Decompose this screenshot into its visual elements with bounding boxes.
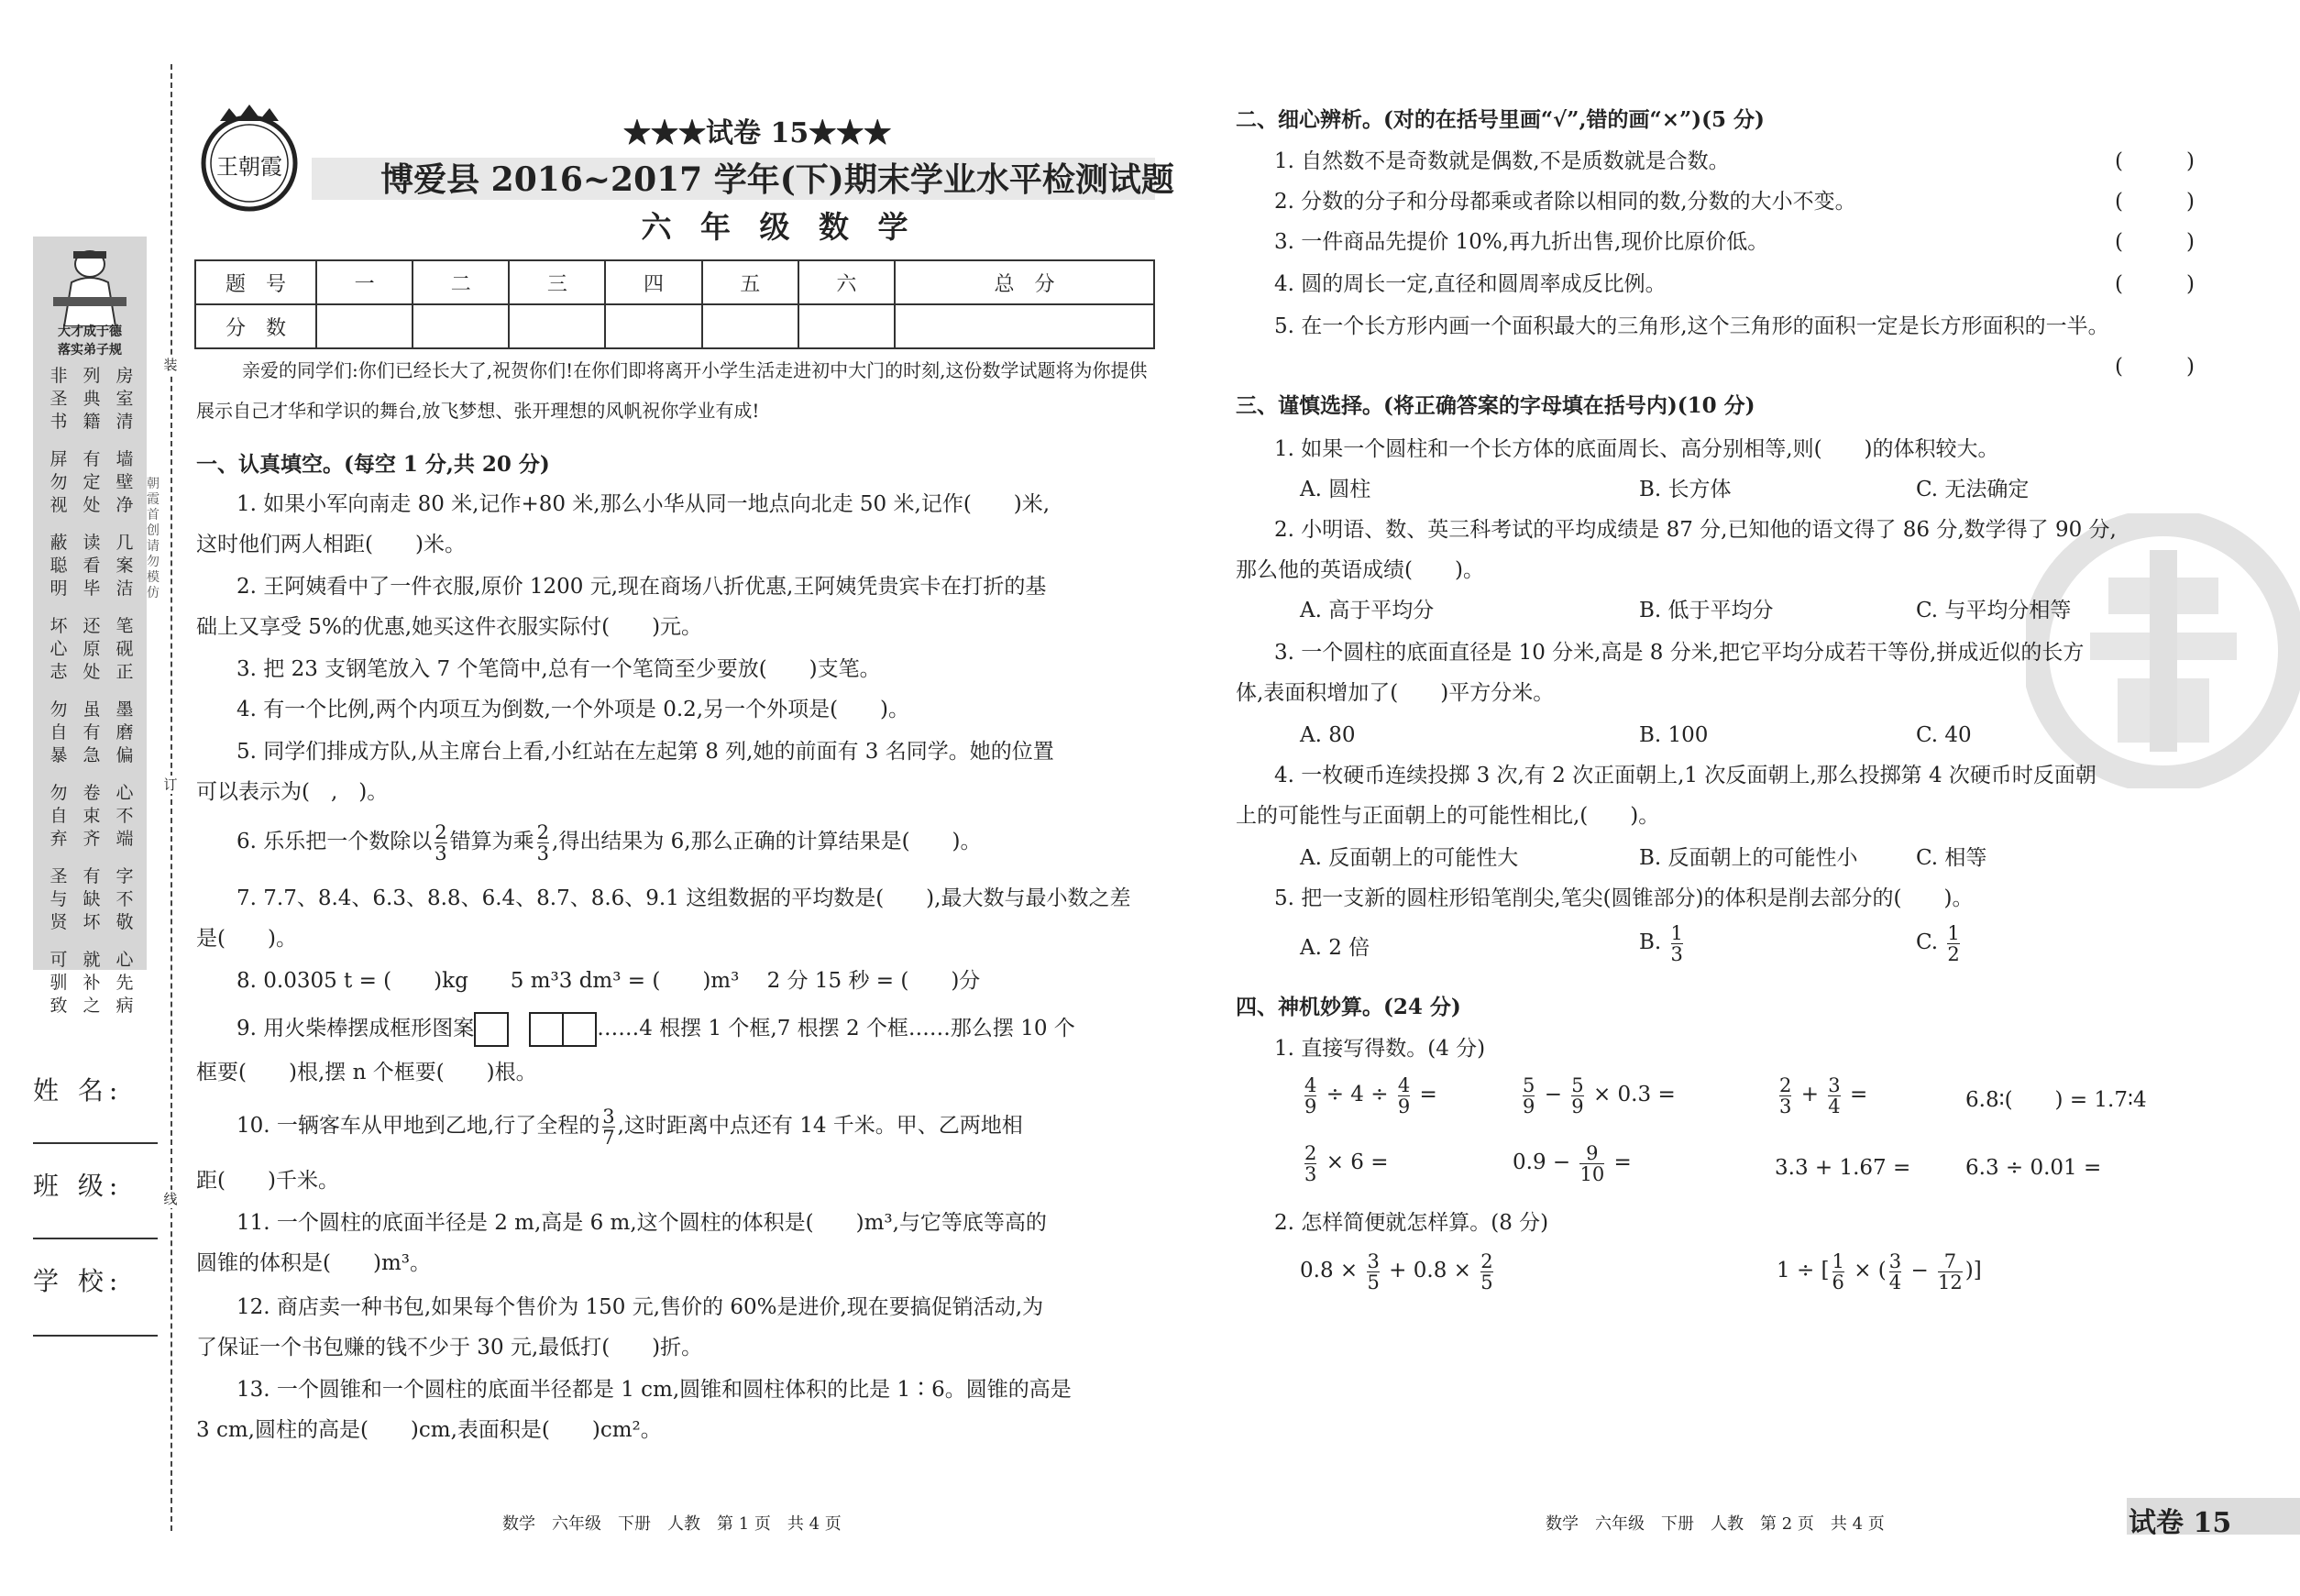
sidebar-verse-char: 卷 [83, 783, 101, 803]
section1-title: 一、认真填空。(每空 1 分,共 20 分) [196, 452, 550, 477]
s3-q4b: 上的可能性与正面朝上的可能性相比,( )。 [1236, 804, 1660, 828]
s1-q7b: 是( )。 [196, 927, 297, 951]
sidebar-verse-char: 先 [116, 973, 134, 993]
s3-q1: 1. 如果一个圆柱和一个长方体的底面周长、高分别相等,则( )的体积较大。 [1274, 437, 1999, 461]
option-c[interactable]: C. 与平均分相等 [1916, 599, 2072, 622]
s4-sub2: 2. 怎样简便就怎样算。(8 分) [1274, 1211, 1549, 1235]
sidebar-verse-char: 清 [116, 412, 134, 432]
s1-q1: 1. 如果小军向南走 80 米,记作+80 米,那么小华从同一地点向北走 50 米,记作( )米, [237, 492, 1051, 516]
s1-q8: 8. 0.0305 t = ( )kg 5 m³3 dm³ = ( )m³ 2 分 15 秒 = ( )分 [237, 969, 981, 993]
section3-title: 三、谨慎选择。(将正确答案的字母填在括号内)(10 分) [1236, 393, 1755, 418]
calc-c2: 1 ÷ [ $\frac{1}{6}$ × ( $\frac{3}{4}$ − $\frac{7}{12}$ )] [1777, 1249, 1982, 1293]
option-a[interactable]: A. 2 倍 [1300, 936, 1370, 960]
s1-q10c: 距( )千米。 [196, 1169, 339, 1193]
score-cell: 三 [509, 260, 605, 304]
sidebar-verse-char: 端 [116, 829, 134, 849]
sidebar-verse-char: 聪 [50, 556, 68, 576]
s3-q2: 2. 小明语、数、英三科考试的平均成绩是 87 分,已知他的语文得了 86 分,数学得了 90 分, [1274, 518, 2117, 542]
answer-paren[interactable]: ( ) [2115, 190, 2195, 214]
sidebar-verse-char: 砚 [116, 639, 134, 659]
sidebar-verse-char: 束 [83, 806, 101, 826]
score-cell: 一 [316, 260, 413, 304]
sidebar-verse-char: 勿 [50, 783, 68, 803]
sidebar-verse-char: 坏 [50, 616, 68, 636]
option-b[interactable]: B. 100 [1639, 723, 1709, 747]
s4-row1 [1236, 1074, 2195, 1126]
sidebar-caption-1: 大才成于德 [58, 325, 122, 339]
sidebar-verse-char: 案 [116, 556, 134, 576]
sidebar-verses [44, 365, 139, 1018]
sidebar-verse-char: 自 [50, 722, 68, 743]
calc-e6: 0.9 − $\frac{9}{10}$ = [1513, 1141, 1632, 1185]
option-c[interactable]: C. 无法确定 [1916, 478, 2030, 501]
s1-q2b: 础上又享受 5%的优惠,她买这件衣服实际付( )元。 [196, 615, 703, 639]
sidebar-verse-char: 病 [116, 996, 134, 1016]
sidebar-verse-char: 心 [50, 639, 68, 659]
option-b[interactable]: B. 低于平均分 [1639, 599, 1774, 622]
sidebar-verse-char: 壁 [116, 472, 134, 492]
answer-paren[interactable]: ( ) [2115, 355, 2195, 379]
paper-number: ★★★试卷 15★★★ [623, 117, 892, 149]
sidebar-verse-char: 心 [116, 950, 134, 970]
fold-label-1: 装 [161, 356, 180, 374]
name-line[interactable] [33, 1142, 158, 1144]
sidebar-verse-char: 几 [116, 533, 134, 553]
sidebar-verse-char: 圣 [50, 389, 68, 409]
section2-title: 二、细心辨析。(对的在括号里画“√”,错的画“×”)(5 分) [1236, 107, 1765, 132]
sidebar-verse-char: 正 [116, 662, 134, 682]
s2-item-3: 3. 一件商品先提价 10%,再九折出售,现价比原价低。 ( ) [1236, 222, 2195, 262]
sidebar-verse-char: 自 [50, 806, 68, 826]
sidebar-verse-char: 缺 [83, 889, 101, 909]
option-b[interactable]: B. 长方体 [1639, 478, 1732, 501]
s2-item-4: 4. 圆的周长一定,直径和圆周率成反比例。 ( ) [1236, 264, 2195, 304]
option-c[interactable]: C. 相等 [1916, 846, 1987, 870]
sidebar-verse-char: 屏 [50, 449, 68, 469]
name-label: 姓 名: [33, 1075, 124, 1106]
option-a[interactable]: A. 高于平均分 [1300, 599, 1435, 622]
calc-c1: 0.8 × $\frac{3}{5}$ + 0.8 × $\frac{2}{5}$ [1300, 1249, 1493, 1293]
page-subtitle: 六 年 级 数 学 [641, 209, 918, 245]
s1-q6b: 错算为乘 [449, 830, 534, 853]
fraction-2-3: $\frac{2}{3}$ [435, 820, 447, 864]
class-line[interactable] [33, 1238, 158, 1239]
sidebar-verse-char: 暴 [50, 745, 68, 765]
s1-q6c: ,得出结果为 6,那么正确的计算结果是( )。 [552, 830, 982, 853]
sidebar-verse-char: 补 [83, 973, 101, 993]
calc-e7: 3.3 + 1.67 = [1775, 1156, 1911, 1180]
s1-q10b: ,这时距离中点还有 14 千米。甲、乙两地相 [617, 1114, 1023, 1138]
sidebar-verse-char: 蔽 [50, 533, 68, 553]
sidebar-verse-char: 视 [50, 495, 68, 515]
sidebar-verse-char: 坏 [83, 912, 101, 932]
sidebar-verse-char: 处 [83, 662, 101, 682]
s3-q5: 5. 把一支新的圆柱形铅笔削尖,笔尖(圆锥部分)的体积是削去部分的( )。 [1274, 886, 1974, 910]
sidebar-verse-column [110, 365, 139, 1018]
option-a[interactable]: A. 反面朝上的可能性大 [1300, 846, 1519, 870]
class-label: 班 级: [33, 1171, 124, 1201]
score-value-row [195, 304, 1154, 348]
sidebar-verse-char: 明 [50, 578, 68, 599]
calc-e8: 6.3 ÷ 0.01 = [1965, 1156, 2102, 1180]
s3-q4: 4. 一枚硬币连续投掷 3 次,有 2 次正面朝上,1 次反面朝上,那么投掷第 4 次硬币时反面朝 [1274, 764, 2096, 787]
s1-q1b: 这时他们两人相距( )米。 [196, 533, 466, 556]
sidebar-verse-char: 读 [83, 533, 101, 553]
s1-q5b: 可以表示为( , )。 [196, 780, 389, 804]
s1-q13: 13. 一个圆锥和一个圆柱的底面半径都是 1 cm,圆锥和圆柱体积的比是 1∶6。圆锥的高是 [237, 1378, 1072, 1402]
s1-q7: 7. 7.7、8.4、6.3、8.8、6.4、8.7、8.6、9.1 这组数据的平均数是( ),最大数与最小数之差 [237, 886, 1131, 910]
s1-q6a: 6. 乐乐把一个数除以 [237, 830, 433, 853]
s2-item-2: 2. 分数的分子和分母都乘或者除以相同的数,分数的大小不变。 ( ) [1236, 182, 2195, 222]
intro-paragraph: 亲爱的同学们:你们已经长大了,祝贺你们!在你们即将离开小学生活走进初中大门的时刻,这份数学试题将为你提供展示自己才华和学识的舞台,放飞梦想、张开理想的风帆祝你学业有成! [196, 359, 1148, 422]
s3-q2b: 那么他的英语成绩( )。 [1236, 558, 1484, 582]
option-a[interactable]: A. 圆柱 [1300, 478, 1371, 501]
s3-q1-options [1236, 469, 2195, 510]
sidebar-verse-char: 处 [83, 495, 101, 515]
publisher-logo [193, 101, 306, 215]
sidebar-verse-char: 有 [83, 449, 101, 469]
s3-q2-options [1236, 590, 2195, 631]
calc-e5: $\frac{2}{3}$ × 6 = [1304, 1141, 1389, 1185]
s2-item-1: 1. 自然数不是奇数就是偶数,不是质数就是合数。 ( ) [1236, 141, 2195, 182]
s1-q10 [196, 1106, 1199, 1148]
sidebar-verse-char: 还 [83, 616, 101, 636]
score-cell: 五 [702, 260, 798, 304]
answer-paren[interactable]: ( ) [2115, 149, 2195, 173]
sidebar-verse-char: 之 [83, 996, 101, 1016]
sidebar-verse-char: 不 [116, 806, 134, 826]
fraction-1-3: $\frac{1}{3}$ [1670, 921, 1683, 965]
score-header-row [195, 260, 1154, 304]
sidebar-verse-char: 笔 [116, 616, 134, 636]
sidebar-verse-char: 磨 [116, 722, 134, 743]
matchstick-frame-icon [529, 1012, 564, 1047]
sidebar-verse-char: 虽 [83, 699, 101, 720]
sidebar-caption [35, 323, 145, 359]
sidebar-verse-char: 偏 [116, 745, 134, 765]
sidebar-verse-char: 不 [116, 889, 134, 909]
s1-q6 [196, 821, 1199, 864]
score-input[interactable] [413, 304, 509, 348]
score-cell: 四 [605, 260, 701, 304]
option-c[interactable]: C. 40 [1916, 723, 1972, 747]
option-b[interactable]: B. $\frac{1}{3}$ [1639, 921, 1683, 965]
sidebar-verse-char: 墙 [116, 449, 134, 469]
s3-q3b: 体,表面积增加了( )平方分米。 [1236, 681, 1555, 705]
s3-q3-options [1236, 715, 2195, 755]
sidebar-verse-char: 贤 [50, 912, 68, 932]
score-input[interactable] [605, 304, 701, 348]
s1-q2: 2. 王阿姨看中了一件衣服,原价 1200 元,现在商场八折优惠,王阿姨凭贵宾卡在打折的基 [237, 575, 1047, 599]
s1-q9b: ……4 根摆 1 个框,7 根摆 2 个框……那么摆 10 个 [597, 1017, 1075, 1040]
s1-q9a: 9. 用火柴棒摆成框形图案 [237, 1017, 475, 1040]
s1-q5: 5. 同学们排成方队,从主席台上看,小红站在左起第 8 列,她的前面有 3 名同学。她的位置 [237, 740, 1054, 764]
sidebar-verse-char: 室 [116, 389, 134, 409]
sidebar-verse-char: 洁 [116, 578, 134, 599]
s1-q10a: 10. 一辆客车从甲地到乙地,行了全程的 [237, 1114, 600, 1138]
sidebar-verse-char: 定 [83, 472, 101, 492]
scholar-figure-icon [46, 246, 134, 326]
sidebar-verse-char: 字 [116, 866, 134, 886]
score-input[interactable] [702, 304, 798, 348]
sidebar-verse-char: 勿 [50, 699, 68, 720]
sidebar-verse-char: 齐 [83, 829, 101, 849]
matchstick-frame-icon [474, 1012, 509, 1047]
score-input[interactable] [895, 304, 1154, 348]
school-line[interactable] [33, 1335, 158, 1337]
score-input[interactable] [509, 304, 605, 348]
s3-q3: 3. 一个圆柱的底面直径是 10 分米,高是 8 分米,把它平均分成若干等份,拼成近似的长方 [1274, 641, 2085, 665]
sidebar-verse-char: 墨 [116, 699, 134, 720]
matchstick-frame-icon [564, 1012, 597, 1047]
s4-row3 [1236, 1250, 2195, 1305]
sidebar-verse-char: 典 [83, 389, 101, 409]
score-cell: 总 分 [895, 260, 1154, 304]
footer-right: 数学 六年级 下册 人教 第 2 页 共 4 页 [1546, 1514, 1885, 1534]
sidebar-verse-char: 勿 [50, 472, 68, 492]
corner-label: 试卷 15 [2129, 1507, 2232, 1539]
sidebar-verse-char: 列 [83, 366, 101, 386]
sidebar-verse-char: 圣 [50, 866, 68, 886]
option-b[interactable]: B. 反面朝上的可能性小 [1639, 846, 1858, 870]
answer-paren[interactable]: ( ) [2115, 272, 2195, 296]
s1-q13b: 3 cm,圆柱的高是( )cm,表面积是( )cm²。 [196, 1418, 662, 1442]
sidebar-verse-char: 弃 [50, 829, 68, 849]
sidebar-verse-char: 急 [83, 745, 101, 765]
s1-q12: 12. 商店卖一种书包,如果每个售价为 150 元,售价的 60%是进价,现在要搞促销活动,为 [237, 1295, 1044, 1319]
sidebar-verse-char: 就 [83, 950, 101, 970]
score-cell: 六 [798, 260, 895, 304]
s1-q3: 3. 把 23 支钢笔放入 7 个笔筒中,总有一个笔筒至少要放( )支笔。 [237, 657, 881, 681]
fold-label-3: 线 [161, 1190, 180, 1208]
s2-item-5: 5. 在一个长方形内画一个面积最大的三角形,这个三角形的面积一定是长方形面积的一半。 [1274, 314, 2109, 338]
fold-line [171, 64, 172, 1531]
fraction-2-3: $\frac{2}{3}$ [536, 820, 550, 864]
sidebar-verse-char: 驯 [50, 973, 68, 993]
score-cell: 二 [413, 260, 509, 304]
option-a[interactable]: A. 80 [1300, 723, 1356, 747]
sidebar-verse-char: 籍 [83, 412, 101, 432]
sidebar-verse-char: 非 [50, 366, 68, 386]
sidebar-verse-char: 可 [50, 950, 68, 970]
sidebar-verse-char: 有 [83, 866, 101, 886]
sidebar-verse-char: 有 [83, 722, 101, 743]
s4-row2 [1236, 1142, 2195, 1194]
fraction-3-7: $\frac{3}{7}$ [602, 1105, 615, 1149]
s1-q11b: 圆锥的体积是( )m³。 [196, 1251, 431, 1275]
s4-sub1: 1. 直接写得数。(4 分) [1274, 1037, 1486, 1061]
s1-q4: 4. 有一个比例,两个内项互为倒数,一个外项是 0.2,另一个外项是( )。 [237, 698, 910, 721]
score-table [194, 259, 1155, 349]
page-title: 博爱县 2016~2017 学年(下)期末学业水平检测试题 [380, 160, 1174, 199]
answer-paren[interactable]: ( ) [2115, 230, 2195, 254]
calc-e3: $\frac{2}{3}$ + $\frac{3}{4}$ = [1779, 1073, 1868, 1117]
sidebar-verse-column [77, 365, 106, 1018]
sidebar-verse-char: 心 [116, 783, 134, 803]
fold-label-2: 订 [161, 776, 180, 794]
sidebar-verse-char: 与 [50, 889, 68, 909]
fraction-1-2: $\frac{1}{2}$ [1947, 921, 1960, 965]
option-c[interactable]: C. $\frac{1}{2}$ [1916, 921, 1960, 965]
sidebar-verse-char: 房 [116, 366, 134, 386]
section4-title: 四、神机妙算。(24 分) [1236, 995, 1461, 1019]
sidebar-verse-char: 志 [50, 662, 68, 682]
s3-q5-options [1236, 921, 2195, 974]
footer-left: 数学 六年级 下册 人教 第 1 页 共 4 页 [502, 1514, 842, 1534]
s1-q11: 11. 一个圆柱的底面半径是 2 m,高是 6 m,这个圆柱的体积是( )m³,与它等底等高的 [237, 1211, 1047, 1235]
s3-q4-options [1236, 838, 2195, 878]
s1-q12b: 了保证一个书包赚的钱不少于 30 元,最低打( )折。 [196, 1336, 703, 1359]
score-input[interactable] [316, 304, 413, 348]
sidebar-verse-char: 毕 [83, 578, 101, 599]
sidebar-verse-char: 看 [83, 556, 101, 576]
sidebar-verse-char: 致 [50, 996, 68, 1016]
sidebar-caption-2: 落实弟子规 [58, 343, 122, 358]
calc-e4: 6.8∶( ) = 1.7∶4 [1965, 1088, 2147, 1112]
score-input[interactable] [798, 304, 895, 348]
s1-q9 [196, 1008, 1199, 1049]
sidebar-verse-char: 净 [116, 495, 134, 515]
calc-e1: $\frac{4}{9}$ ÷ 4 ÷ $\frac{4}{9}$ = [1304, 1073, 1437, 1117]
sidebar-verse-char: 敬 [116, 912, 134, 932]
copyright-note: 朝霞首创 请勿模仿 [147, 477, 172, 600]
sidebar-verse-column [44, 365, 73, 1018]
score-cell: 题 号 [195, 260, 316, 304]
sidebar-verse-char: 书 [50, 412, 68, 432]
logo-text: 王朝霞 [216, 154, 282, 180]
calc-e2: $\frac{5}{9}$ − $\frac{5}{9}$ × 0.3 = [1523, 1073, 1676, 1117]
sidebar-verse-char: 原 [83, 639, 101, 659]
school-label: 学 校: [33, 1266, 124, 1296]
s1-q9c: 框要( )根,摆 n 个框要( )根。 [196, 1061, 537, 1084]
score-cell: 分 数 [195, 304, 316, 348]
